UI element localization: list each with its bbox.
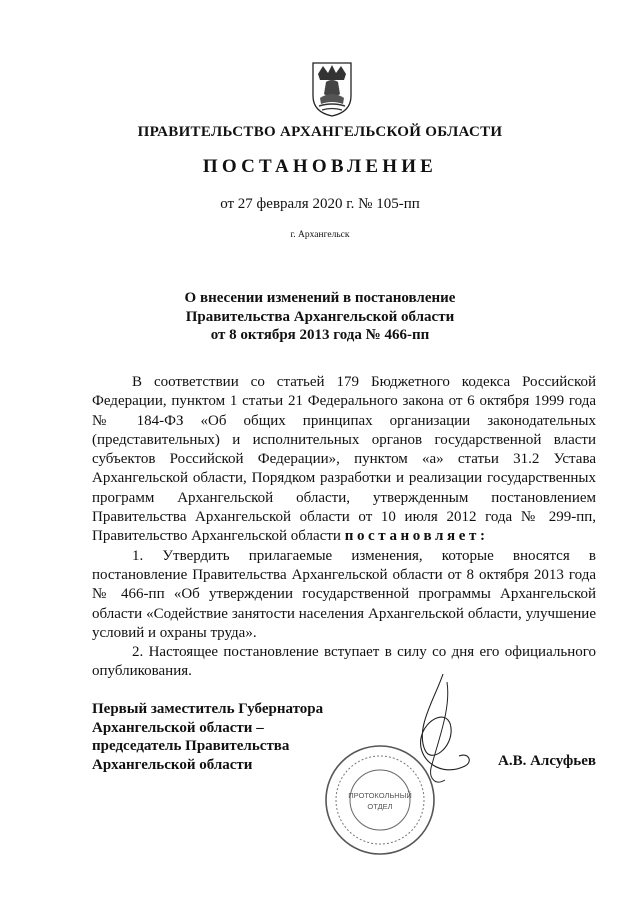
signer-position-line: председатель Правительства — [92, 738, 290, 754]
document-city: г. Архангельск — [290, 230, 350, 240]
subject-line: от 8 октября 2013 года № 466-пп — [210, 327, 430, 343]
document-type: ПОСТАНОВЛЕНИЕ — [202, 156, 438, 177]
subject-line: Правительства Архангельской области — [185, 308, 455, 325]
document-date-number: от 27 февраля 2020 г. № 105-пп — [220, 196, 420, 212]
government-name: ПРАВИТЕЛЬСТВО АРХАНГЕЛЬСКОЙ ОБЛАСТИ — [137, 124, 503, 140]
item-1-paragraph: 1. Утвердить прилагаемые изменения, которые вносятся в постановление Правительства Архангельской области от 8 октября 2013 года № 466-пп «Об утверждении государственной программы Архангельской области «Содействие занятости населения Архангельской области, улучшение условий и охраны труда». — [92, 547, 596, 641]
signer-position-line: Архангельской области – — [92, 719, 264, 736]
handwritten-signature — [395, 668, 485, 798]
preamble-text: В соответствии со статьей 179 Бюджетного кодекса Российской Федерации, пунктом 1 статьи 21 Федерального закона от 6 октября 1999 года № 184-ФЗ «Об общих принципах организации законодательных (представительных) и исполнительных органов государственной власти субъектов Российской Федерации», пунктом «а» статьи 31.2 Устава Архангельской области, Порядком разработки и реализации государственных программ Архангельской области, утвержденным постановлением Правительства Архангельской области от 10 июля 2012 года № 299-пп, Правительство Архангельской области — [92, 374, 596, 545]
stamp-text-line: ПРОТОКОЛЬНЫЙ — [348, 791, 412, 800]
signer-position — [92, 700, 323, 774]
document-body — [92, 373, 596, 682]
signer-name: А.В. Алсуфьев — [498, 753, 596, 769]
subject-line: О внесении изменений в постановление — [184, 290, 456, 306]
document-subject — [0, 289, 640, 345]
resolves-word: постановляет: — [344, 528, 489, 545]
signer-position-line: Архангельской области — [92, 756, 253, 773]
stamp-text-line: ОТДЕЛ — [367, 802, 393, 811]
signer-position-line: Первый заместитель Губернатора — [92, 701, 324, 717]
item-2-paragraph: 2. Настоящее постановление вступает в силу со дня его официального опубликования. — [92, 644, 596, 680]
coat-of-arms-icon — [310, 60, 354, 118]
preamble-paragraph — [92, 373, 596, 547]
